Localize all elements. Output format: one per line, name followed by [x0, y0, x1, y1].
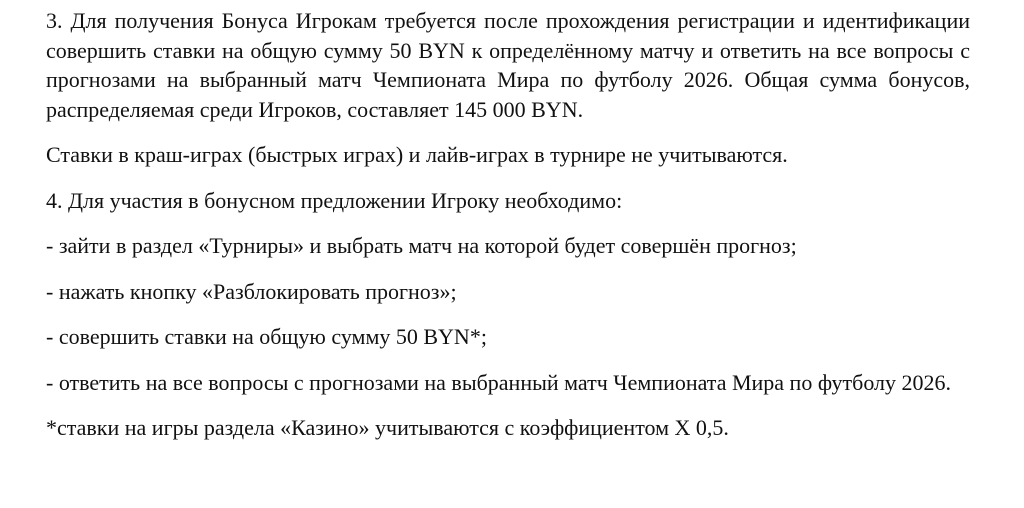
paragraph-participation-heading: 4. Для участия в бонусном предложении Игроку необходимо: — [46, 187, 623, 213]
document-body — [46, 6, 970, 443]
list-item-go-to-tournaments: - зайти в раздел «Турниры» и выбрать матч на которой будет совершён прогноз; — [46, 233, 797, 258]
list-item-place-bets: - совершить ставки на общую сумму 50 BYN*; — [46, 324, 487, 349]
list-item-unlock-forecast: - нажать кнопку «Разблокировать прогноз»; — [46, 278, 457, 304]
list-item-answer-questions: - ответить на все вопросы с прогнозами на выбранный матч Чемпионата Мира по футболу 2026. — [46, 369, 952, 395]
paragraph-excluded-bets: Ставки в краш-играх (быстрых играх) и лайв-играх в турнире не учитываются. — [46, 142, 788, 167]
paragraph-bonus-conditions: 3. Для получения Бонуса Игрокам требуется после прохождения регистрации и идентификации совершить ставки на общую сумму 50 BYN к определённому матчу и ответить на все вопросы с прогнозами на выбранный матч Чемпионата Мира по футболу 2026. Общая сумма бонусов, распределяемая среди Игроков, составляет 145 000 BYN. — [46, 8, 970, 122]
footnote-casino-coefficient: *ставки на игры раздела «Казино» учитываются с коэффициентом X 0,5. — [46, 415, 729, 440]
